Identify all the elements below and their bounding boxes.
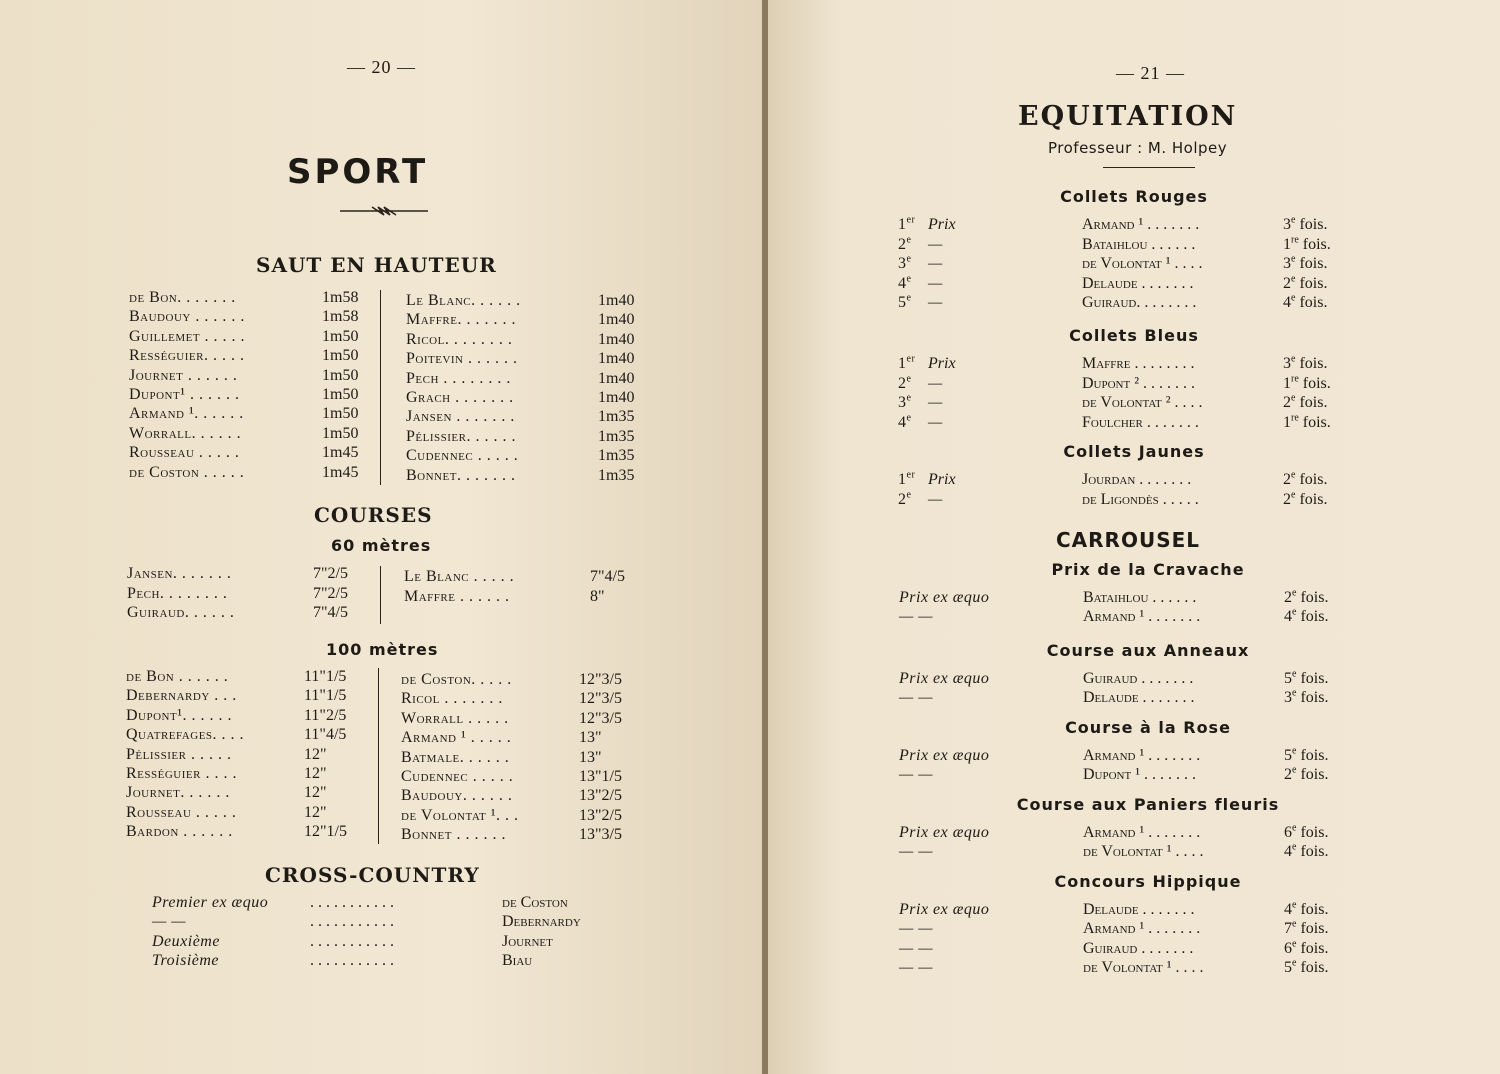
times-count: 5e fois. xyxy=(1284,668,1329,687)
result-value: 12"3/5 xyxy=(579,709,622,727)
result-value: 12"1/5 xyxy=(304,823,347,841)
professor-line: Professeur : M. Holpey xyxy=(1048,139,1228,157)
cross-rank: — — xyxy=(152,913,186,931)
result-value: 11"1/5 xyxy=(304,668,347,685)
page-right xyxy=(768,0,1500,1074)
result-value: 12" xyxy=(304,803,327,821)
times-count: 5e fois. xyxy=(1284,745,1329,764)
result-value: 1m50 xyxy=(322,366,359,384)
result-value: 1m40 xyxy=(598,369,635,387)
athlete-name: Baudouy. . . . . . xyxy=(401,787,513,805)
heading-saut-en-hauteur: SAUT EN HAUTEUR xyxy=(256,253,497,277)
prize-rank: 1er xyxy=(898,469,916,488)
rider-name: Armand ¹ . . . . . . . xyxy=(1083,608,1201,626)
prize-rank: 2e xyxy=(898,234,912,253)
athlete-name: Worrall . . . . . xyxy=(401,709,509,727)
event-rank: — — xyxy=(899,939,933,957)
page-number-right: — 21 — xyxy=(1116,63,1185,83)
prize-label: — xyxy=(928,394,943,412)
event-rank: — — xyxy=(899,920,933,938)
page-title-equitation: EQUITATION xyxy=(1018,101,1238,132)
athlete-name: Ricol . . . . . . . xyxy=(401,690,503,708)
prize-rank: 2e xyxy=(898,373,912,392)
cross-name: Biau xyxy=(502,951,533,969)
event-row xyxy=(899,958,1359,977)
label-100-metres: 100 mètres xyxy=(326,640,439,659)
heading-cross-country: CROSS-COUNTRY xyxy=(265,863,480,887)
athlete-name: Armand ¹ . . . . . xyxy=(401,729,512,747)
athlete-name: Bonnet. . . . . . . xyxy=(406,466,516,484)
rider-name: Bataihlou . . . . . . xyxy=(1082,235,1196,253)
athlete-name: Quatrefages. . . . xyxy=(126,726,245,744)
result-value: 1m50 xyxy=(322,347,359,365)
result-value: 13" xyxy=(579,729,602,747)
result-value: 7"2/5 xyxy=(313,565,348,582)
athlete-name: Jansen . . . . . . . xyxy=(406,408,515,426)
rider-name: Jourdan . . . . . . . xyxy=(1082,471,1192,488)
athlete-name: Pech. . . . . . . . xyxy=(127,584,228,602)
result-value: 7"2/5 xyxy=(313,584,348,602)
result-value: 1m40 xyxy=(598,292,635,309)
ornament-icon xyxy=(338,204,430,218)
athlete-name: Baudouy . . . . . . xyxy=(129,308,245,326)
athlete-name: Ricol. . . . . . . . xyxy=(406,330,513,348)
rider-name: de Volontat ¹ . . . . xyxy=(1083,843,1204,861)
event-heading: Course aux Anneaux xyxy=(1046,641,1250,660)
cross-dots: . . . . . . . . . . . xyxy=(310,913,394,931)
rider-name: Foulcher . . . . . . . xyxy=(1082,413,1199,431)
prize-rank: 1er xyxy=(898,353,916,372)
cross-row xyxy=(152,912,622,931)
prize-row xyxy=(898,235,1358,254)
cross-name: de Coston xyxy=(502,894,568,911)
event-row xyxy=(899,900,1359,919)
prize-label: — xyxy=(928,274,943,292)
times-count: 1re fois. xyxy=(1283,412,1331,431)
prize-label: — xyxy=(928,294,943,312)
times-count: 3e fois. xyxy=(1283,353,1328,372)
prize-label: Prix xyxy=(928,216,956,233)
athlete-name: de Bon . . . . . . xyxy=(126,668,229,685)
cross-rank: Premier ex æquo xyxy=(152,894,269,911)
event-row xyxy=(899,842,1359,861)
athlete-name: Cudennec . . . . . xyxy=(406,447,519,465)
event-row xyxy=(899,939,1359,958)
result-value: 1m40 xyxy=(598,389,635,406)
event-heading: Course aux Paniers fleuris xyxy=(1016,795,1280,814)
result-value: 12" xyxy=(304,765,327,782)
prize-row xyxy=(898,274,1358,293)
prize-rank: 3e xyxy=(898,253,912,273)
athlete-name: Dupont¹ . . . . . . xyxy=(129,386,240,403)
event-rank: Prix ex æquo xyxy=(899,824,990,841)
times-count: 6e fois. xyxy=(1284,938,1329,957)
prize-label: — xyxy=(928,413,943,431)
event-row xyxy=(899,746,1359,765)
athlete-name: Rousseau . . . . . xyxy=(129,444,240,462)
result-value: 12"3/5 xyxy=(579,690,622,708)
result-value: 1m35 xyxy=(598,408,635,426)
result-value: 1m35 xyxy=(598,447,635,465)
event-rank: Prix ex æquo xyxy=(899,670,990,687)
athlete-name: Grach . . . . . . . xyxy=(406,389,514,406)
rider-name: de Ligondès . . . . . xyxy=(1082,490,1199,508)
prize-label: — xyxy=(928,490,943,508)
athlete-name: Pélissier. . . . . . xyxy=(406,427,516,445)
athlete-name: de Volontat ¹. . . xyxy=(401,806,519,824)
athlete-name: Journet. . . . . . xyxy=(126,784,230,802)
times-count: 6e fois. xyxy=(1284,822,1329,841)
athlete-name: Maffre. . . . . . . xyxy=(406,311,516,329)
prize-label: Prix xyxy=(928,355,956,372)
rider-name: Dupont ² . . . . . . . xyxy=(1082,374,1196,392)
athlete-name: Pech . . . . . . . . xyxy=(406,369,511,387)
event-row xyxy=(899,607,1359,626)
athlete-name: Poitevin . . . . . . xyxy=(406,350,518,368)
athlete-name: de Coston . . . . . xyxy=(129,463,245,481)
result-value: 1m35 xyxy=(598,466,635,484)
prize-row xyxy=(898,413,1358,432)
rider-name: Armand ¹ . . . . . . . xyxy=(1083,747,1201,764)
heading-courses: COURSES xyxy=(314,503,433,527)
athlete-name: Pélissier . . . . . xyxy=(126,745,232,763)
rider-name: Dupont ¹ . . . . . . . xyxy=(1083,766,1197,784)
rider-name: Guiraud. . . . . . . . xyxy=(1082,294,1197,312)
cross-rank: Deuxième xyxy=(152,932,220,950)
athlete-name: Guiraud. . . . . . xyxy=(127,604,235,621)
prize-row xyxy=(898,254,1358,273)
cross-row xyxy=(152,932,622,951)
rider-name: Armand ¹ . . . . . . . xyxy=(1083,920,1201,938)
athlete-name: Rességuier . . . . xyxy=(126,765,237,782)
column-divider xyxy=(380,290,381,485)
result-value: 1m40 xyxy=(598,350,635,368)
result-value: 13"2/5 xyxy=(579,806,622,824)
times-count: 2e fois. xyxy=(1284,764,1329,784)
rider-name: Guiraud . . . . . . . xyxy=(1083,670,1194,687)
result-value: 1m50 xyxy=(322,405,359,423)
cross-row xyxy=(152,893,622,912)
prize-rank: 4e xyxy=(898,412,912,431)
times-count: 1re fois. xyxy=(1283,234,1331,253)
prize-row xyxy=(898,354,1358,373)
times-count: 2e fois. xyxy=(1283,273,1328,292)
result-value: 1m58 xyxy=(322,289,359,306)
rider-name: Delaude . . . . . . . xyxy=(1082,274,1194,292)
rider-name: Maffre . . . . . . . . xyxy=(1082,355,1195,372)
event-row xyxy=(899,669,1359,688)
result-value: 11"1/5 xyxy=(304,687,347,705)
prize-label: — xyxy=(928,374,943,392)
times-count: 3e fois. xyxy=(1284,687,1329,707)
cross-dots: . . . . . . . . . . . xyxy=(310,894,394,911)
cross-rank: Troisième xyxy=(152,951,220,969)
athlete-name: de Coston. . . . . xyxy=(401,671,512,688)
label-60-metres: 60 mètres xyxy=(331,536,432,555)
athlete-name: Bardon . . . . . . xyxy=(126,823,233,841)
athlete-name: Bonnet . . . . . . xyxy=(401,826,506,844)
result-value: 12" xyxy=(304,784,327,802)
athlete-name: Jansen. . . . . . . xyxy=(127,565,232,582)
column-divider xyxy=(380,566,381,624)
result-value: 13"3/5 xyxy=(579,826,622,844)
prize-rank: 5e xyxy=(898,293,912,312)
event-rank: — — xyxy=(899,843,933,861)
event-row xyxy=(899,688,1359,707)
athlete-name: Guillemet . . . . . xyxy=(129,327,246,345)
page-number-left: — 20 — xyxy=(347,57,416,77)
rider-name: Guiraud . . . . . . . xyxy=(1083,939,1194,957)
athlete-name: Debernardy . . . xyxy=(126,687,237,705)
cross-name: Journet xyxy=(502,932,553,950)
times-count: 3e fois. xyxy=(1283,214,1328,233)
rider-name: Delaude . . . . . . . xyxy=(1083,901,1195,918)
result-value: 12" xyxy=(304,745,327,763)
times-count: 7e fois. xyxy=(1284,918,1329,938)
athlete-name: Journet . . . . . . xyxy=(129,366,238,384)
rider-name: de Volontat ¹ . . . . xyxy=(1083,958,1204,976)
athlete-name: Maffre . . . . . . xyxy=(404,587,510,605)
prize-label: — xyxy=(928,235,943,253)
event-heading: Course à la Rose xyxy=(1065,718,1231,737)
times-count: 2e fois. xyxy=(1283,469,1328,488)
event-heading: Prix de la Cravache xyxy=(1051,560,1245,579)
cross-name: Debernardy xyxy=(502,913,581,931)
athlete-name: Armand ¹. . . . . . xyxy=(129,405,244,423)
rider-name: de Volontat ¹ . . . . xyxy=(1082,255,1203,273)
prize-rank: 2e xyxy=(898,489,912,508)
event-row xyxy=(899,919,1359,938)
result-value: 1m45 xyxy=(322,463,359,481)
event-rank: Prix ex æquo xyxy=(899,901,990,918)
prize-label: — xyxy=(928,255,943,273)
rider-name: Armand ¹ . . . . . . . xyxy=(1083,824,1201,841)
athlete-name: de Bon. . . . . . . xyxy=(129,289,236,306)
times-count: 2e fois. xyxy=(1284,587,1329,606)
group-heading: Collets Jaunes xyxy=(1063,442,1205,461)
prize-row xyxy=(898,374,1358,393)
times-count: 4e fois. xyxy=(1284,606,1329,626)
result-value: 1m50 xyxy=(322,386,359,403)
event-row xyxy=(899,765,1359,784)
event-row xyxy=(899,588,1359,607)
athlete-name: Worrall. . . . . . xyxy=(129,424,242,442)
result-value: 1m40 xyxy=(598,330,635,348)
event-row xyxy=(899,823,1359,842)
result-value: 13"2/5 xyxy=(579,787,622,805)
event-rank: — — xyxy=(899,958,933,976)
title-rule xyxy=(1103,167,1195,168)
prize-row xyxy=(898,470,1358,489)
times-count: 2e fois. xyxy=(1283,489,1328,508)
group-heading: Collets Bleus xyxy=(1069,326,1199,345)
rider-name: Bataihlou . . . . . . xyxy=(1083,589,1197,606)
result-value: 1m35 xyxy=(598,427,635,445)
athlete-name: Dupont¹. . . . . . xyxy=(126,706,233,724)
times-count: 2e fois. xyxy=(1283,392,1328,412)
event-heading: Concours Hippique xyxy=(1054,872,1242,891)
rider-name: de Volontat ² . . . . xyxy=(1082,394,1203,412)
times-count: 3e fois. xyxy=(1283,253,1328,273)
times-count: 1re fois. xyxy=(1283,373,1331,392)
rider-name: Armand ¹ . . . . . . . xyxy=(1082,216,1200,233)
event-rank: — — xyxy=(899,766,933,784)
athlete-name: Rességuier. . . . . xyxy=(129,347,245,365)
cross-dots: . . . . . . . . . . . xyxy=(310,932,394,950)
athlete-name: Le Blanc. . . . . . xyxy=(406,292,521,309)
prize-rank: 3e xyxy=(898,392,912,412)
prize-row xyxy=(898,490,1358,509)
heading-carrousel: CARROUSEL xyxy=(1056,528,1201,552)
rider-name: Delaude . . . . . . . xyxy=(1083,689,1195,707)
athlete-name: Cudennec . . . . . xyxy=(401,768,514,785)
athlete-name: Batmale. . . . . . xyxy=(401,748,510,766)
prize-row xyxy=(898,393,1358,412)
event-rank: — — xyxy=(899,608,933,626)
result-value: 11"2/5 xyxy=(304,706,347,724)
page-title-sport: SPORT xyxy=(287,152,429,192)
result-value: 1m50 xyxy=(322,327,359,345)
result-value: 12"3/5 xyxy=(579,671,622,688)
result-value: 13"1/5 xyxy=(579,768,622,785)
result-value: 1m58 xyxy=(322,308,359,326)
times-count: 4e fois. xyxy=(1284,841,1329,861)
prize-rank: 1er xyxy=(898,214,916,233)
result-value: 1m40 xyxy=(598,311,635,329)
cross-dots: . . . . . . . . . . . xyxy=(310,951,394,969)
prize-rank: 4e xyxy=(898,273,912,292)
athlete-name: Le Blanc . . . . . xyxy=(404,568,515,585)
cross-row xyxy=(152,951,622,970)
result-value: 1m45 xyxy=(322,444,359,462)
times-count: 4e fois. xyxy=(1284,899,1329,918)
event-rank: Prix ex æquo xyxy=(899,589,990,606)
times-count: 5e fois. xyxy=(1284,957,1329,976)
prize-row xyxy=(898,293,1358,312)
times-count: 4e fois. xyxy=(1283,293,1328,312)
prize-label: Prix xyxy=(928,471,956,488)
result-value: 7"4/5 xyxy=(590,568,625,585)
event-rank: — — xyxy=(899,689,933,707)
event-rank: Prix ex æquo xyxy=(899,747,990,764)
group-heading: Collets Rouges xyxy=(1060,187,1208,206)
result-value: 11"4/5 xyxy=(304,726,347,744)
prize-row xyxy=(898,215,1358,234)
column-divider xyxy=(378,668,379,844)
result-value: 13" xyxy=(579,748,602,766)
result-value: 7"4/5 xyxy=(313,604,348,621)
result-value: 8" xyxy=(590,587,605,605)
result-value: 1m50 xyxy=(322,424,359,442)
athlete-name: Rousseau . . . . . xyxy=(126,803,237,821)
